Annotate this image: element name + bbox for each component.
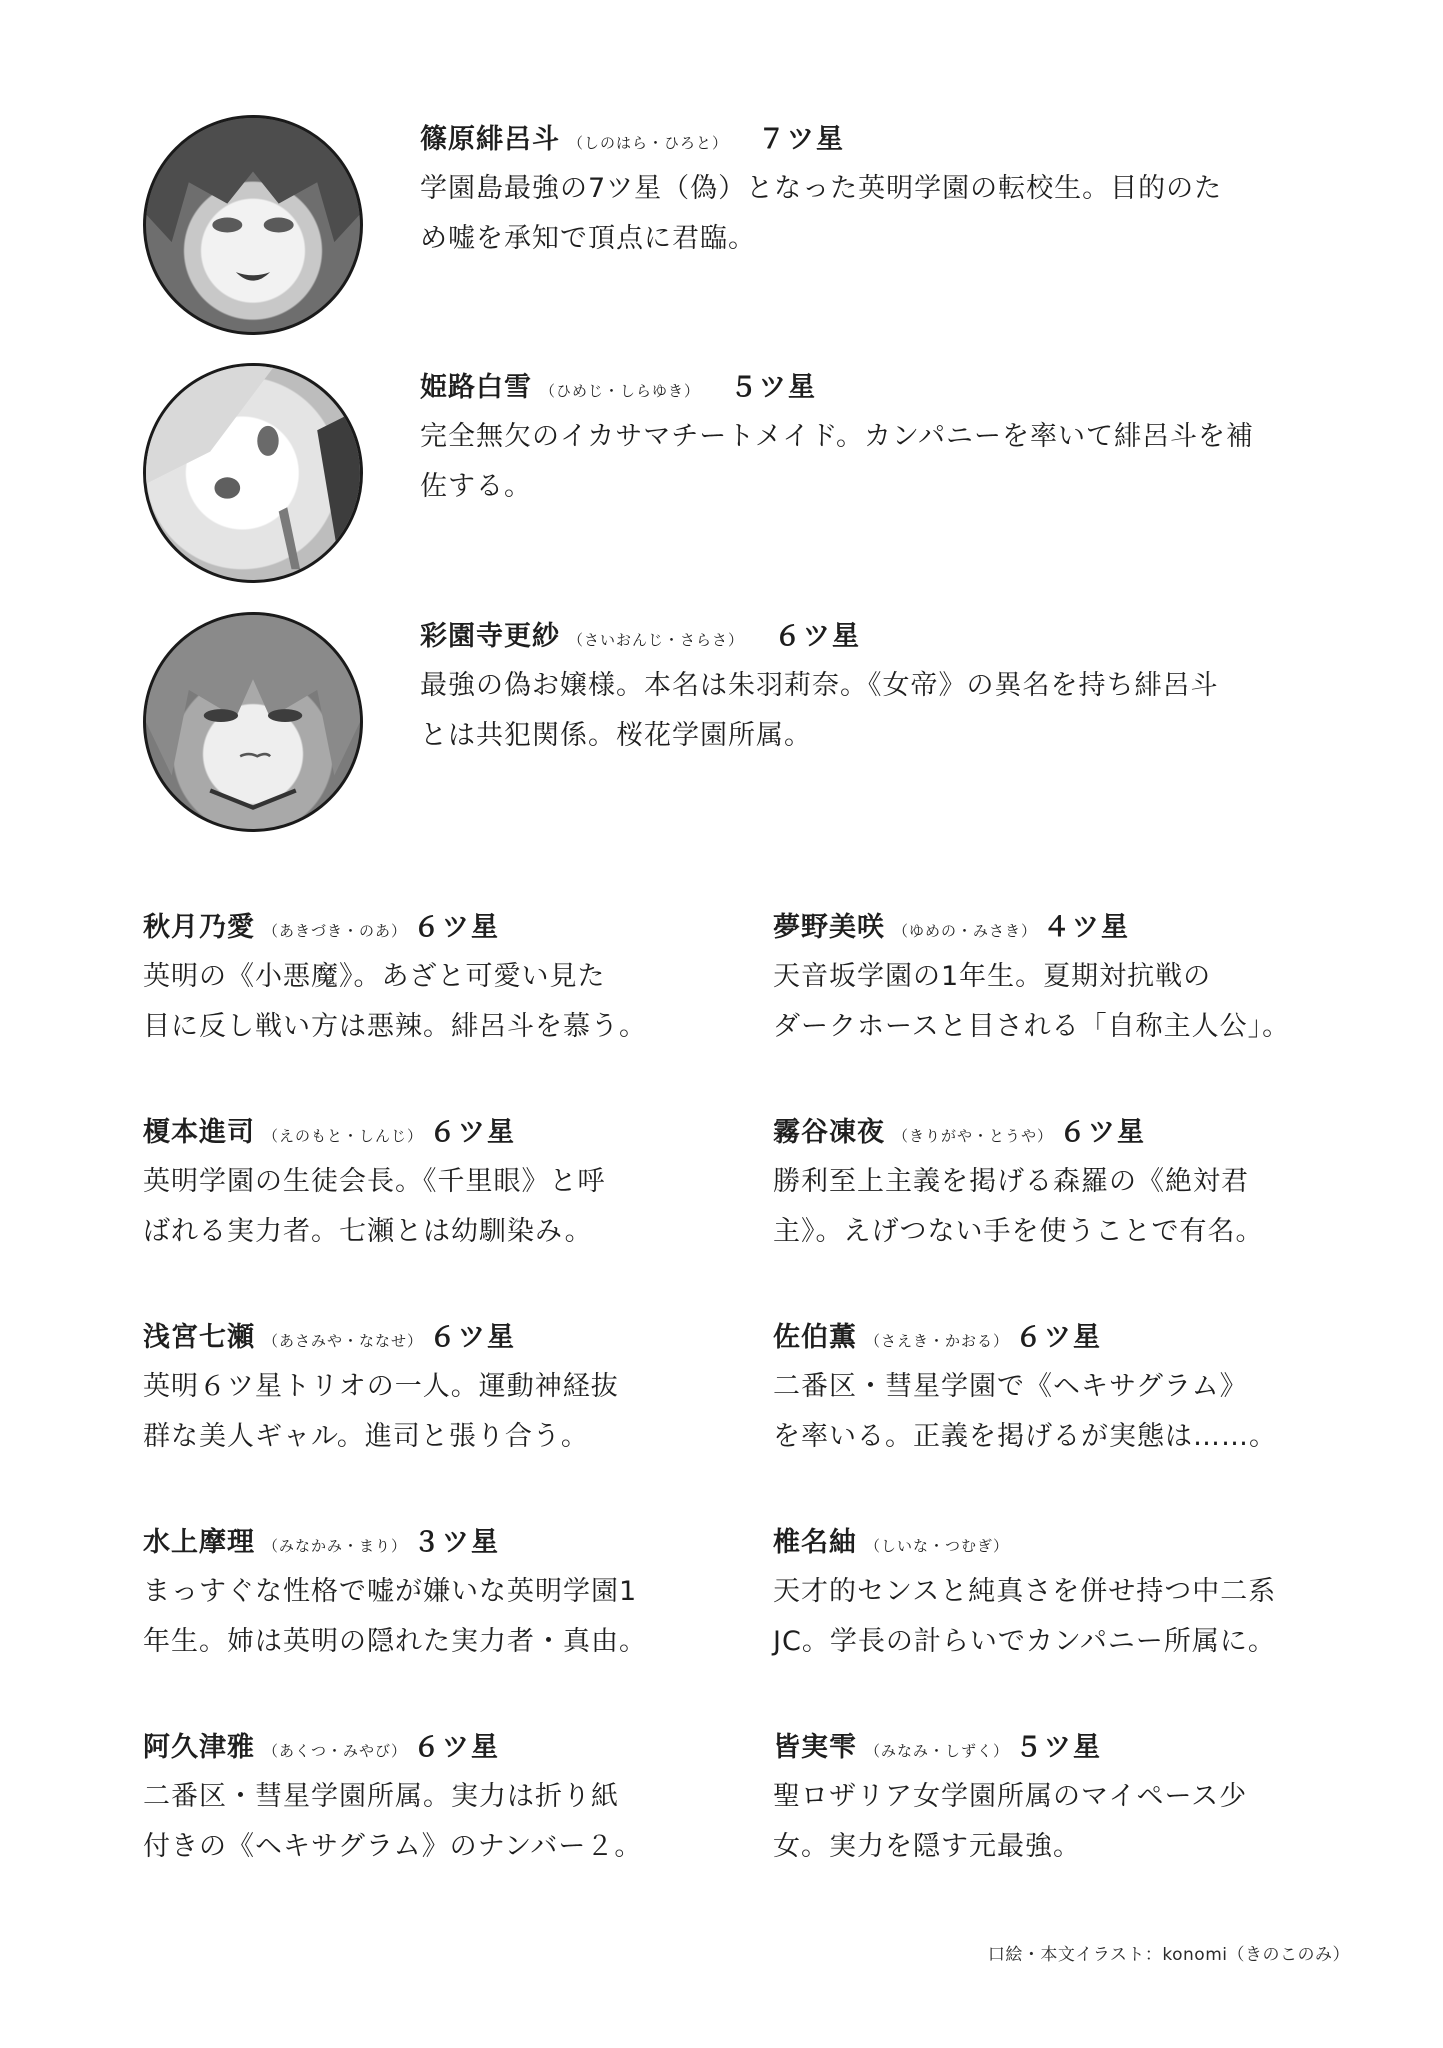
character-rank: ６ツ星: [1059, 1117, 1147, 1148]
description-line: とは共犯関係。桜花学園所属。: [420, 720, 812, 751]
description-line: 年生。姉は英明の隠れた実力者・真由。: [143, 1626, 647, 1657]
character-name: 秋月乃愛: [143, 912, 255, 943]
character-description: [773, 952, 1333, 1052]
description-line: 英明学園の生徒会長。《千里眼》と呼: [143, 1166, 606, 1197]
character-entry-kirigaya-toya: [773, 1110, 1333, 1257]
character-reading: （きりがや・とうや）: [893, 1127, 1054, 1145]
character-entry-himeji-shirayuki: [143, 363, 1343, 587]
portrait-hiroto-icon: [143, 115, 363, 335]
character-reading: （さえき・かおる）: [865, 1332, 1010, 1350]
character-name: 阿久津雅: [143, 1732, 255, 1763]
character-rank: ４ツ星: [1043, 912, 1131, 943]
character-name: 水上摩理: [143, 1527, 255, 1558]
character-rank: ５ツ星: [1015, 1732, 1103, 1763]
description-line: 英明６ツ星トリオの一人。運動神経抜: [143, 1371, 619, 1402]
character-name: 椎名紬: [773, 1527, 857, 1558]
character-reading: （ひめじ・しらゆき）: [540, 382, 701, 400]
character-entry-akutsu-miyabi: [143, 1725, 703, 1872]
description-line: 二番区・彗星学園で《ヘキサグラム》: [773, 1371, 1248, 1402]
character-name: 皆実雫: [773, 1732, 857, 1763]
description-line: 最強の偽お嬢様。本名は朱羽莉奈。《女帝》の異名を持ち緋呂斗: [420, 670, 1219, 701]
description-line: ダークホースと目される「自称主人公」。: [773, 1011, 1291, 1042]
description-line: JC。学長の計らいでカンパニー所属に。: [773, 1626, 1276, 1657]
character-rank: ５ツ星: [730, 372, 818, 403]
character-description: [773, 1362, 1333, 1462]
description-line: 勝利至上主義を掲げる森羅の《絶対君: [773, 1166, 1249, 1197]
character-name: 夢野美咲: [773, 912, 885, 943]
description-line: まっすぐな性格で嘘が嫌いな英明学園1: [143, 1576, 638, 1607]
character-entry-saeki-kaoru: [773, 1315, 1333, 1462]
description-line: 聖ロザリア女学園所属のマイペース少: [773, 1781, 1248, 1812]
character-name: 霧谷凍夜: [773, 1117, 885, 1148]
character-description: [420, 164, 1350, 264]
character-reading: （しいな・つむぎ）: [865, 1537, 1010, 1555]
character-name: 浅宮七瀬: [143, 1322, 255, 1353]
character-description: [143, 1362, 703, 1462]
character-reading: （ゆめの・みさき）: [893, 922, 1038, 940]
description-line: 目に反し戦い方は悪辣。緋呂斗を慕う。: [143, 1011, 647, 1042]
description-line: 英明の《小悪魔》。あざと可愛い見た: [143, 961, 606, 992]
description-line: 学園島最強の7ツ星（偽）となった英明学園の転校生。目的のた: [420, 173, 1223, 204]
character-entry-saionji-sarasa: [143, 612, 1343, 836]
character-reading: （みなみ・しずく）: [865, 1742, 1010, 1760]
character-description: [773, 1567, 1333, 1667]
character-rank: ６ツ星: [413, 1732, 501, 1763]
character-rank: ６ツ星: [429, 1117, 517, 1148]
character-description: [143, 1567, 703, 1667]
character-rank: ７ツ星: [758, 124, 846, 155]
character-name: 姫路白雪: [420, 372, 532, 403]
character-entry-shinohara-hiroto: [143, 115, 1343, 339]
description-line: 群な美人ギャル。進司と張り合う。: [143, 1421, 589, 1452]
character-entry-enomoto-shinji: [143, 1110, 703, 1257]
character-reading: （しのはら・ひろと）: [568, 134, 729, 152]
illustration-credit: 口絵・本文イラスト：konomi（きのこのみ）: [987, 1945, 1350, 1965]
character-rank: ３ツ星: [413, 1527, 501, 1558]
character-description: [773, 1157, 1333, 1257]
description-line: 完全無欠のイカサマチートメイド。カンパニーを率いて緋呂斗を補: [420, 421, 1255, 452]
character-description: [143, 1772, 703, 1872]
portrait-shirayuki-icon: [143, 363, 363, 583]
description-line: め嘘を承知で頂点に君臨。: [420, 223, 756, 254]
portrait-illustration-icon: [146, 118, 360, 332]
description-line: 天音坂学園の1年生。夏期対抗戦の: [773, 961, 1212, 992]
character-reading: （えのもと・しんじ）: [263, 1127, 424, 1145]
description-line: ばれる実力者。七瀬とは幼馴染み。: [143, 1216, 593, 1247]
character-rank: ６ツ星: [1015, 1322, 1103, 1353]
character-entry-yumeno-misaki: [773, 905, 1333, 1052]
character-reading: （あきづき・のあ）: [263, 922, 408, 940]
character-entry-minami-shizuku: [773, 1725, 1333, 1872]
description-line: 佐する。: [420, 471, 532, 502]
character-entry-shiina-tsumugi: [773, 1520, 1333, 1667]
character-name: 篠原緋呂斗: [420, 124, 560, 155]
character-rank: ６ツ星: [413, 912, 501, 943]
character-rank: ６ツ星: [429, 1322, 517, 1353]
character-reading: （みなかみ・まり）: [263, 1537, 408, 1555]
description-line: 二番区・彗星学園所属。実力は折り紙: [143, 1781, 619, 1812]
character-reading: （さいおんじ・さらさ）: [568, 631, 745, 649]
portrait-illustration-icon: [146, 366, 360, 580]
character-description: [420, 412, 1350, 512]
description-line: を率いる。正義を掲げるが実態は……。: [773, 1421, 1277, 1452]
character-description: [773, 1772, 1333, 1872]
description-line: 女。実力を隠す元最強。: [773, 1831, 1081, 1862]
description-line: 主》。えげつない手を使うことで有名。: [773, 1216, 1264, 1247]
character-reading: （あくつ・みやび）: [263, 1742, 408, 1760]
character-name: 佐伯薫: [773, 1322, 857, 1353]
portrait-sarasa-icon: [143, 612, 363, 832]
character-reading: （あさみや・ななせ）: [263, 1332, 424, 1350]
character-name: 榎本進司: [143, 1117, 255, 1148]
character-entry-akizuki-noa: [143, 905, 703, 1052]
character-description: [143, 1157, 703, 1257]
description-line: 天才的センスと純真さを併せ持つ中二系: [773, 1576, 1277, 1607]
character-name: 彩園寺更紗: [420, 621, 560, 652]
description-line: 付きの《ヘキサグラム》のナンバー２。: [143, 1831, 643, 1862]
portrait-illustration-icon: [146, 615, 360, 829]
character-entry-asamiya-nanase: [143, 1315, 703, 1462]
character-description: [143, 952, 703, 1052]
character-description: [420, 661, 1350, 761]
character-rank: ６ツ星: [774, 621, 862, 652]
character-entry-minakami-mari: [143, 1520, 703, 1667]
